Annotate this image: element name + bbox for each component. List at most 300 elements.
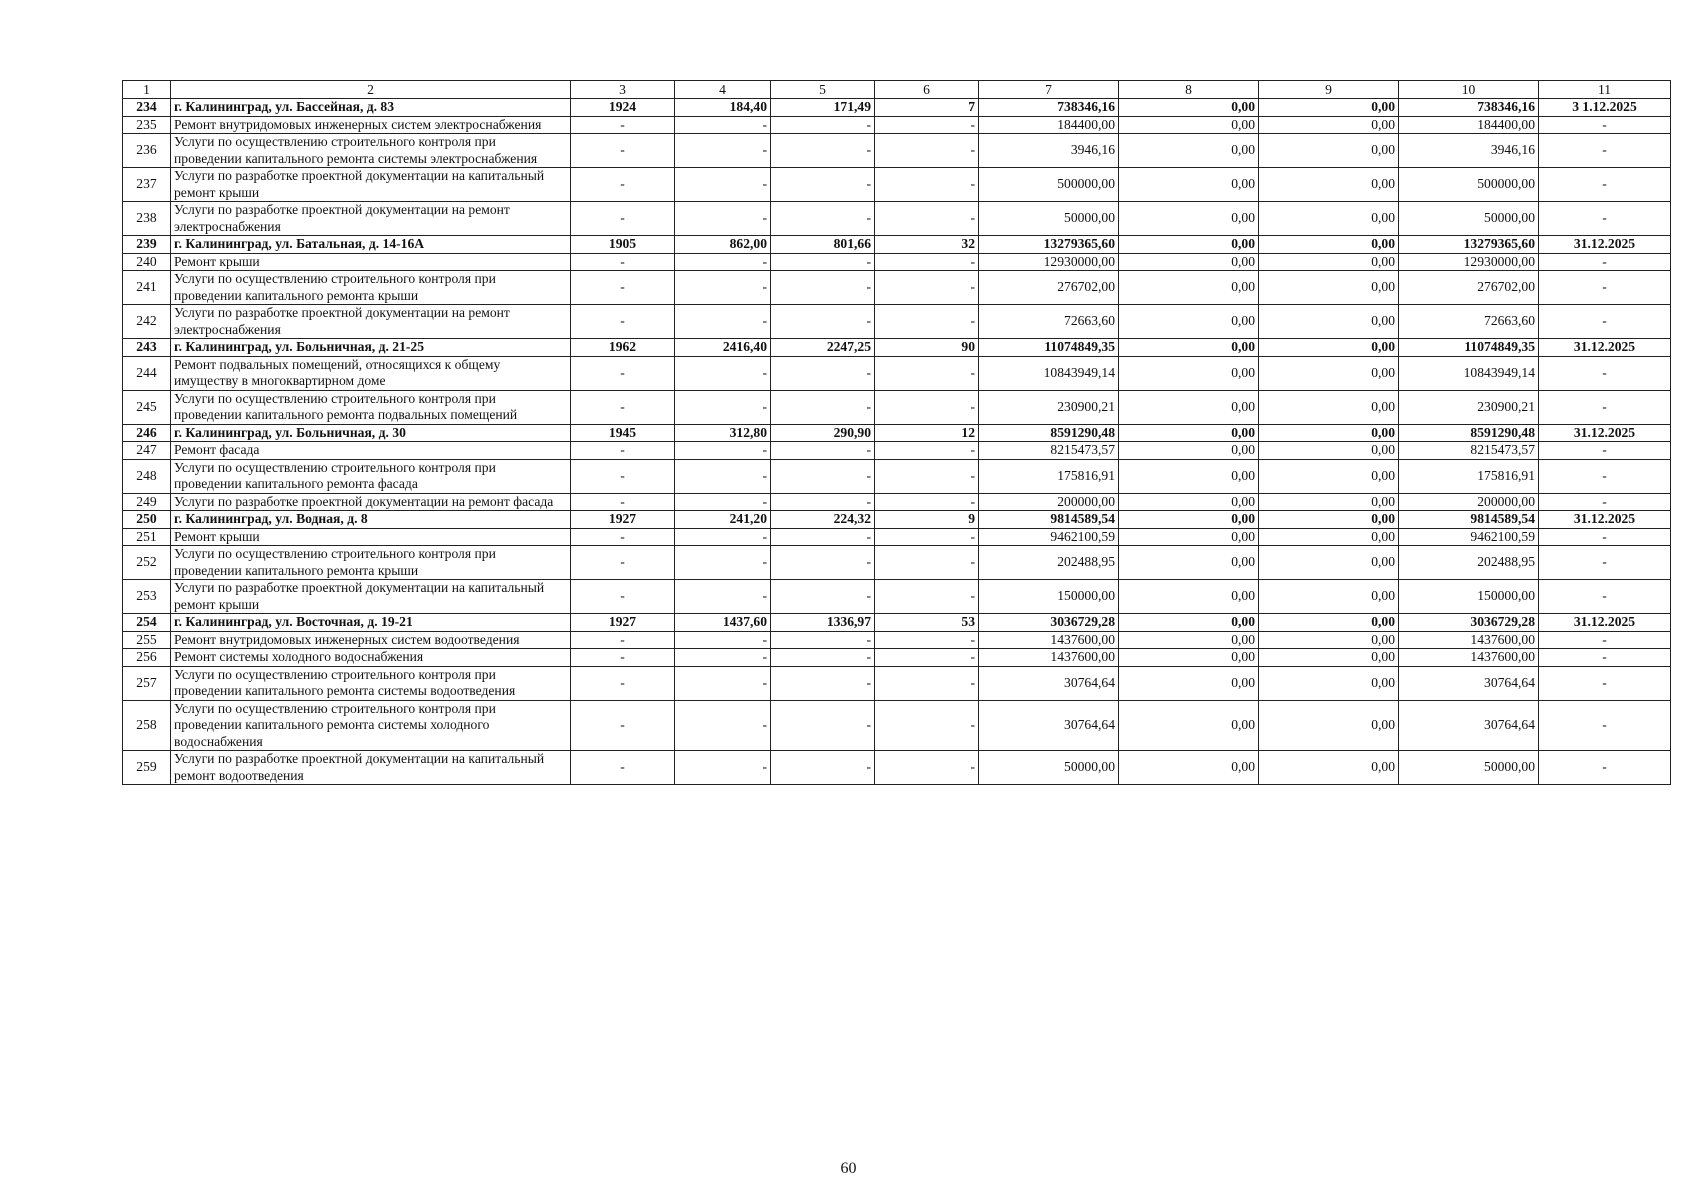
total-area-cell: - xyxy=(675,356,771,390)
cost-column-8-cell: 0,00 xyxy=(1119,99,1259,117)
total-cost-cell: 50000,00 xyxy=(979,751,1119,785)
living-area-cell: - xyxy=(771,271,875,305)
cost-column-10-cell: 184400,00 xyxy=(1399,116,1539,134)
living-area-cell: - xyxy=(771,390,875,424)
work-item-row xyxy=(123,116,1671,134)
work-item-row xyxy=(123,666,1671,700)
work-item-row xyxy=(123,442,1671,460)
work-description-cell: Услуги по осуществлению строительного контроля при проведении капитального ремонта крыши xyxy=(171,271,571,305)
living-area-cell: - xyxy=(771,459,875,493)
total-area-cell: - xyxy=(675,168,771,202)
cost-column-9-cell: 0,00 xyxy=(1259,236,1399,254)
living-area-cell: - xyxy=(771,528,875,546)
living-area-cell: - xyxy=(771,356,875,390)
cost-column-8-cell: 0,00 xyxy=(1119,134,1259,168)
completion-date-cell: - xyxy=(1539,580,1671,614)
work-item-row xyxy=(123,459,1671,493)
total-area-cell: - xyxy=(675,459,771,493)
total-cost-cell: 200000,00 xyxy=(979,493,1119,511)
residents-cell: - xyxy=(875,202,979,236)
column-header: 1 xyxy=(123,81,171,99)
row-number-cell: 241 xyxy=(123,271,171,305)
total-area-cell: - xyxy=(675,116,771,134)
completion-date-cell: - xyxy=(1539,528,1671,546)
year-cell: 1905 xyxy=(571,236,675,254)
completion-date-cell: 31.12.2025 xyxy=(1539,424,1671,442)
year-cell: - xyxy=(571,546,675,580)
total-area-cell: 2416,40 xyxy=(675,339,771,357)
cost-column-8-cell: 0,00 xyxy=(1119,390,1259,424)
column-header: 3 xyxy=(571,81,675,99)
residents-cell: - xyxy=(875,546,979,580)
row-number-cell: 252 xyxy=(123,546,171,580)
total-cost-cell: 202488,95 xyxy=(979,546,1119,580)
completion-date-cell: - xyxy=(1539,390,1671,424)
row-number-cell: 243 xyxy=(123,339,171,357)
work-item-row xyxy=(123,134,1671,168)
total-area-cell: - xyxy=(675,442,771,460)
cost-column-10-cell: 1437600,00 xyxy=(1399,649,1539,667)
year-cell: - xyxy=(571,631,675,649)
cost-column-8-cell: 0,00 xyxy=(1119,116,1259,134)
total-cost-cell: 276702,00 xyxy=(979,271,1119,305)
row-number-cell: 247 xyxy=(123,442,171,460)
row-number-cell: 256 xyxy=(123,649,171,667)
completion-date-cell: - xyxy=(1539,134,1671,168)
living-area-cell: - xyxy=(771,546,875,580)
cost-column-10-cell: 738346,16 xyxy=(1399,99,1539,117)
work-description-cell: Услуги по осуществлению строительного контроля при проведении капитального ремонта системы электроснабжения xyxy=(171,134,571,168)
total-area-cell: 1437,60 xyxy=(675,614,771,632)
work-description-cell: Ремонт крыши xyxy=(171,253,571,271)
cost-column-10-cell: 175816,91 xyxy=(1399,459,1539,493)
cost-column-8-cell: 0,00 xyxy=(1119,236,1259,254)
total-area-cell: - xyxy=(675,253,771,271)
work-item-row xyxy=(123,356,1671,390)
year-cell: - xyxy=(571,700,675,751)
total-area-cell: - xyxy=(675,546,771,580)
living-area-cell: - xyxy=(771,442,875,460)
living-area-cell: - xyxy=(771,751,875,785)
row-number-cell: 253 xyxy=(123,580,171,614)
row-number-cell: 245 xyxy=(123,390,171,424)
row-number-cell: 240 xyxy=(123,253,171,271)
cost-column-10-cell: 150000,00 xyxy=(1399,580,1539,614)
cost-column-8-cell: 0,00 xyxy=(1119,459,1259,493)
residents-cell: - xyxy=(875,459,979,493)
cost-column-9-cell: 0,00 xyxy=(1259,271,1399,305)
living-area-cell: - xyxy=(771,305,875,339)
year-cell: 1962 xyxy=(571,339,675,357)
work-description-cell: Ремонт подвальных помещений, относящихся к общему имуществу в многоквартирном доме xyxy=(171,356,571,390)
residents-cell: - xyxy=(875,390,979,424)
cost-column-9-cell: 0,00 xyxy=(1259,356,1399,390)
building-row xyxy=(123,99,1671,117)
row-number-cell: 255 xyxy=(123,631,171,649)
total-cost-cell: 72663,60 xyxy=(979,305,1119,339)
work-item-row xyxy=(123,546,1671,580)
residents-cell: - xyxy=(875,271,979,305)
cost-column-10-cell: 202488,95 xyxy=(1399,546,1539,580)
total-area-cell: - xyxy=(675,390,771,424)
total-cost-cell: 9462100,59 xyxy=(979,528,1119,546)
year-cell: 1924 xyxy=(571,99,675,117)
cost-column-10-cell: 50000,00 xyxy=(1399,751,1539,785)
building-row xyxy=(123,339,1671,357)
cost-column-8-cell: 0,00 xyxy=(1119,442,1259,460)
row-number-cell: 235 xyxy=(123,116,171,134)
total-cost-cell: 500000,00 xyxy=(979,168,1119,202)
work-item-row xyxy=(123,631,1671,649)
work-description-cell: Услуги по разработке проектной документации на ремонт электроснабжения xyxy=(171,202,571,236)
total-cost-cell: 50000,00 xyxy=(979,202,1119,236)
residents-cell: 9 xyxy=(875,511,979,529)
cost-column-8-cell: 0,00 xyxy=(1119,493,1259,511)
work-item-row xyxy=(123,493,1671,511)
building-row xyxy=(123,511,1671,529)
work-description-cell: Услуги по осуществлению строительного контроля при проведении капитального ремонта системы водоотведения xyxy=(171,666,571,700)
completion-date-cell: - xyxy=(1539,202,1671,236)
completion-date-cell: - xyxy=(1539,649,1671,667)
work-item-row xyxy=(123,253,1671,271)
cost-column-10-cell: 8591290,48 xyxy=(1399,424,1539,442)
work-item-row xyxy=(123,305,1671,339)
row-number-cell: 244 xyxy=(123,356,171,390)
work-description-cell: г. Калининград, ул. Больничная, д. 30 xyxy=(171,424,571,442)
residents-cell: - xyxy=(875,631,979,649)
column-header: 10 xyxy=(1399,81,1539,99)
year-cell: - xyxy=(571,271,675,305)
cost-column-10-cell: 30764,64 xyxy=(1399,666,1539,700)
column-header: 9 xyxy=(1259,81,1399,99)
cost-column-10-cell: 500000,00 xyxy=(1399,168,1539,202)
total-cost-cell: 11074849,35 xyxy=(979,339,1119,357)
table-body xyxy=(123,99,1671,785)
total-cost-cell: 184400,00 xyxy=(979,116,1119,134)
row-number-cell: 254 xyxy=(123,614,171,632)
living-area-cell: - xyxy=(771,666,875,700)
residents-cell: - xyxy=(875,700,979,751)
year-cell: - xyxy=(571,493,675,511)
total-cost-cell: 30764,64 xyxy=(979,700,1119,751)
residents-cell: - xyxy=(875,493,979,511)
column-header: 7 xyxy=(979,81,1119,99)
completion-date-cell: - xyxy=(1539,271,1671,305)
living-area-cell: 171,49 xyxy=(771,99,875,117)
cost-column-8-cell: 0,00 xyxy=(1119,339,1259,357)
total-area-cell: - xyxy=(675,134,771,168)
total-cost-cell: 738346,16 xyxy=(979,99,1119,117)
work-item-row xyxy=(123,649,1671,667)
year-cell: - xyxy=(571,442,675,460)
year-cell: - xyxy=(571,528,675,546)
row-number-cell: 234 xyxy=(123,99,171,117)
year-cell: - xyxy=(571,751,675,785)
cost-column-9-cell: 0,00 xyxy=(1259,528,1399,546)
completion-date-cell: - xyxy=(1539,356,1671,390)
total-area-cell: - xyxy=(675,493,771,511)
cost-column-10-cell: 8215473,57 xyxy=(1399,442,1539,460)
total-cost-cell: 3036729,28 xyxy=(979,614,1119,632)
cost-column-8-cell: 0,00 xyxy=(1119,424,1259,442)
work-description-cell: Ремонт крыши xyxy=(171,528,571,546)
row-number-cell: 250 xyxy=(123,511,171,529)
year-cell: 1927 xyxy=(571,614,675,632)
work-description-cell: Услуги по разработке проектной документации на ремонт фасада xyxy=(171,493,571,511)
living-area-cell: - xyxy=(771,134,875,168)
cost-column-9-cell: 0,00 xyxy=(1259,511,1399,529)
year-cell: 1945 xyxy=(571,424,675,442)
living-area-cell: - xyxy=(771,168,875,202)
living-area-cell: 1336,97 xyxy=(771,614,875,632)
cost-column-9-cell: 0,00 xyxy=(1259,700,1399,751)
cost-column-10-cell: 30764,64 xyxy=(1399,700,1539,751)
total-cost-cell: 150000,00 xyxy=(979,580,1119,614)
completion-date-cell: - xyxy=(1539,631,1671,649)
cost-column-8-cell: 0,00 xyxy=(1119,271,1259,305)
residents-cell: - xyxy=(875,580,979,614)
row-number-cell: 259 xyxy=(123,751,171,785)
total-cost-cell: 8591290,48 xyxy=(979,424,1119,442)
cost-column-8-cell: 0,00 xyxy=(1119,356,1259,390)
total-cost-cell: 10843949,14 xyxy=(979,356,1119,390)
row-number-cell: 251 xyxy=(123,528,171,546)
cost-column-9-cell: 0,00 xyxy=(1259,751,1399,785)
work-description-cell: Ремонт фасада xyxy=(171,442,571,460)
work-item-row xyxy=(123,751,1671,785)
row-number-cell: 237 xyxy=(123,168,171,202)
total-area-cell: - xyxy=(675,700,771,751)
work-description-cell: Ремонт системы холодного водоснабжения xyxy=(171,649,571,667)
cost-column-9-cell: 0,00 xyxy=(1259,424,1399,442)
cost-column-9-cell: 0,00 xyxy=(1259,202,1399,236)
cost-column-9-cell: 0,00 xyxy=(1259,442,1399,460)
living-area-cell: - xyxy=(771,580,875,614)
work-item-row xyxy=(123,528,1671,546)
row-number-cell: 246 xyxy=(123,424,171,442)
year-cell: - xyxy=(571,580,675,614)
cost-column-8-cell: 0,00 xyxy=(1119,700,1259,751)
cost-column-8-cell: 0,00 xyxy=(1119,202,1259,236)
cost-column-8-cell: 0,00 xyxy=(1119,666,1259,700)
page-number: 60 xyxy=(840,1160,857,1177)
cost-column-9-cell: 0,00 xyxy=(1259,649,1399,667)
year-cell: - xyxy=(571,390,675,424)
year-cell: 1927 xyxy=(571,511,675,529)
completion-date-cell: - xyxy=(1539,116,1671,134)
cost-column-10-cell: 230900,21 xyxy=(1399,390,1539,424)
living-area-cell: - xyxy=(771,116,875,134)
completion-date-cell: 31.12.2025 xyxy=(1539,339,1671,357)
total-area-cell: 241,20 xyxy=(675,511,771,529)
column-header: 5 xyxy=(771,81,875,99)
cost-column-9-cell: 0,00 xyxy=(1259,614,1399,632)
living-area-cell: - xyxy=(771,700,875,751)
cost-column-9-cell: 0,00 xyxy=(1259,168,1399,202)
work-description-cell: Ремонт внутридомовых инженерных систем водоотведения xyxy=(171,631,571,649)
cost-column-9-cell: 0,00 xyxy=(1259,134,1399,168)
residents-cell: 53 xyxy=(875,614,979,632)
year-cell: - xyxy=(571,116,675,134)
total-area-cell: - xyxy=(675,202,771,236)
cost-column-8-cell: 0,00 xyxy=(1119,253,1259,271)
living-area-cell: 224,32 xyxy=(771,511,875,529)
cost-column-9-cell: 0,00 xyxy=(1259,666,1399,700)
work-description-cell: г. Калининград, ул. Больничная, д. 21-25 xyxy=(171,339,571,357)
cost-column-9-cell: 0,00 xyxy=(1259,390,1399,424)
cost-column-9-cell: 0,00 xyxy=(1259,305,1399,339)
residents-cell: - xyxy=(875,649,979,667)
total-area-cell: - xyxy=(675,305,771,339)
living-area-cell: - xyxy=(771,253,875,271)
work-description-cell: Услуги по осуществлению строительного контроля при проведении капитального ремонта системы холодного водоснабжения xyxy=(171,700,571,751)
cost-column-9-cell: 0,00 xyxy=(1259,631,1399,649)
residents-cell: - xyxy=(875,666,979,700)
work-description-cell: Услуги по разработке проектной документации на капитальный ремонт крыши xyxy=(171,168,571,202)
cost-column-8-cell: 0,00 xyxy=(1119,528,1259,546)
total-area-cell: - xyxy=(675,751,771,785)
building-row xyxy=(123,236,1671,254)
cost-column-10-cell: 3946,16 xyxy=(1399,134,1539,168)
cost-column-8-cell: 0,00 xyxy=(1119,546,1259,580)
work-item-row xyxy=(123,168,1671,202)
document-table xyxy=(122,80,1671,785)
total-area-cell: - xyxy=(675,528,771,546)
cost-column-10-cell: 200000,00 xyxy=(1399,493,1539,511)
cost-column-10-cell: 1437600,00 xyxy=(1399,631,1539,649)
cost-column-10-cell: 11074849,35 xyxy=(1399,339,1539,357)
cost-column-10-cell: 12930000,00 xyxy=(1399,253,1539,271)
cost-column-8-cell: 0,00 xyxy=(1119,614,1259,632)
cost-column-9-cell: 0,00 xyxy=(1259,339,1399,357)
total-area-cell: - xyxy=(675,580,771,614)
total-cost-cell: 8215473,57 xyxy=(979,442,1119,460)
total-cost-cell: 1437600,00 xyxy=(979,649,1119,667)
cost-column-10-cell: 9462100,59 xyxy=(1399,528,1539,546)
cost-column-8-cell: 0,00 xyxy=(1119,511,1259,529)
year-cell: - xyxy=(571,649,675,667)
column-header: 2 xyxy=(171,81,571,99)
completion-date-cell: - xyxy=(1539,168,1671,202)
work-description-cell: г. Калининград, ул. Батальная, д. 14-16А xyxy=(171,236,571,254)
work-item-row xyxy=(123,271,1671,305)
work-description-cell: г. Калининград, ул. Бассейная, д. 83 xyxy=(171,99,571,117)
residents-cell: - xyxy=(875,168,979,202)
column-header: 6 xyxy=(875,81,979,99)
completion-date-cell: - xyxy=(1539,442,1671,460)
year-cell: - xyxy=(571,459,675,493)
work-description-cell: г. Калининград, ул. Восточная, д. 19-21 xyxy=(171,614,571,632)
residents-cell: 32 xyxy=(875,236,979,254)
total-area-cell: - xyxy=(675,271,771,305)
total-area-cell: - xyxy=(675,631,771,649)
total-area-cell: 862,00 xyxy=(675,236,771,254)
total-cost-cell: 13279365,60 xyxy=(979,236,1119,254)
cost-column-10-cell: 72663,60 xyxy=(1399,305,1539,339)
total-cost-cell: 9814589,54 xyxy=(979,511,1119,529)
work-description-cell: Услуги по разработке проектной документации на капитальный ремонт водоотведения xyxy=(171,751,571,785)
work-description-cell: г. Калининград, ул. Водная, д. 8 xyxy=(171,511,571,529)
work-description-cell: Ремонт внутридомовых инженерных систем электроснабжения xyxy=(171,116,571,134)
cost-column-8-cell: 0,00 xyxy=(1119,168,1259,202)
cost-column-9-cell: 0,00 xyxy=(1259,546,1399,580)
residents-cell: 12 xyxy=(875,424,979,442)
work-item-row xyxy=(123,580,1671,614)
row-number-cell: 258 xyxy=(123,700,171,751)
living-area-cell: 801,66 xyxy=(771,236,875,254)
total-cost-cell: 30764,64 xyxy=(979,666,1119,700)
cost-column-8-cell: 0,00 xyxy=(1119,305,1259,339)
building-row xyxy=(123,614,1671,632)
work-item-row xyxy=(123,202,1671,236)
residents-cell: 7 xyxy=(875,99,979,117)
cost-column-10-cell: 10843949,14 xyxy=(1399,356,1539,390)
cost-column-9-cell: 0,00 xyxy=(1259,253,1399,271)
living-area-cell: - xyxy=(771,202,875,236)
cost-column-9-cell: 0,00 xyxy=(1259,493,1399,511)
completion-date-cell: - xyxy=(1539,751,1671,785)
completion-date-cell: - xyxy=(1539,700,1671,751)
completion-date-cell: - xyxy=(1539,253,1671,271)
work-description-cell: Услуги по осуществлению строительного контроля при проведении капитального ремонта крыши xyxy=(171,546,571,580)
total-cost-cell: 175816,91 xyxy=(979,459,1119,493)
cost-column-9-cell: 0,00 xyxy=(1259,459,1399,493)
total-cost-cell: 230900,21 xyxy=(979,390,1119,424)
row-number-cell: 257 xyxy=(123,666,171,700)
living-area-cell: - xyxy=(771,493,875,511)
cost-column-8-cell: 0,00 xyxy=(1119,751,1259,785)
cost-column-8-cell: 0,00 xyxy=(1119,631,1259,649)
cost-column-8-cell: 0,00 xyxy=(1119,580,1259,614)
year-cell: - xyxy=(571,202,675,236)
cost-column-10-cell: 9814589,54 xyxy=(1399,511,1539,529)
column-number-row xyxy=(123,81,1671,99)
cost-column-10-cell: 13279365,60 xyxy=(1399,236,1539,254)
row-number-cell: 242 xyxy=(123,305,171,339)
completion-date-cell: - xyxy=(1539,546,1671,580)
column-header: 11 xyxy=(1539,81,1671,99)
residents-cell: - xyxy=(875,134,979,168)
residents-cell: - xyxy=(875,305,979,339)
cost-column-10-cell: 3036729,28 xyxy=(1399,614,1539,632)
cost-column-9-cell: 0,00 xyxy=(1259,580,1399,614)
column-header: 4 xyxy=(675,81,771,99)
work-description-cell: Услуги по разработке проектной документации на капитальный ремонт крыши xyxy=(171,580,571,614)
year-cell: - xyxy=(571,666,675,700)
column-header: 8 xyxy=(1119,81,1259,99)
completion-date-cell: 31.12.2025 xyxy=(1539,614,1671,632)
residents-cell: - xyxy=(875,356,979,390)
year-cell: - xyxy=(571,356,675,390)
row-number-cell: 248 xyxy=(123,459,171,493)
row-number-cell: 239 xyxy=(123,236,171,254)
work-item-row xyxy=(123,390,1671,424)
cost-column-10-cell: 50000,00 xyxy=(1399,202,1539,236)
completion-date-cell: - xyxy=(1539,459,1671,493)
work-description-cell: Услуги по разработке проектной документации на ремонт электроснабжения xyxy=(171,305,571,339)
cost-column-8-cell: 0,00 xyxy=(1119,649,1259,667)
residents-cell: - xyxy=(875,751,979,785)
total-cost-cell: 12930000,00 xyxy=(979,253,1119,271)
completion-date-cell: - xyxy=(1539,305,1671,339)
work-description-cell: Услуги по осуществлению строительного контроля при проведении капитального ремонта подвальных помещений xyxy=(171,390,571,424)
completion-date-cell: 31.12.2025 xyxy=(1539,511,1671,529)
work-item-row xyxy=(123,700,1671,751)
completion-date-cell: - xyxy=(1539,493,1671,511)
living-area-cell: 290,90 xyxy=(771,424,875,442)
completion-date-cell: 31.12.2025 xyxy=(1539,236,1671,254)
residents-cell: - xyxy=(875,116,979,134)
